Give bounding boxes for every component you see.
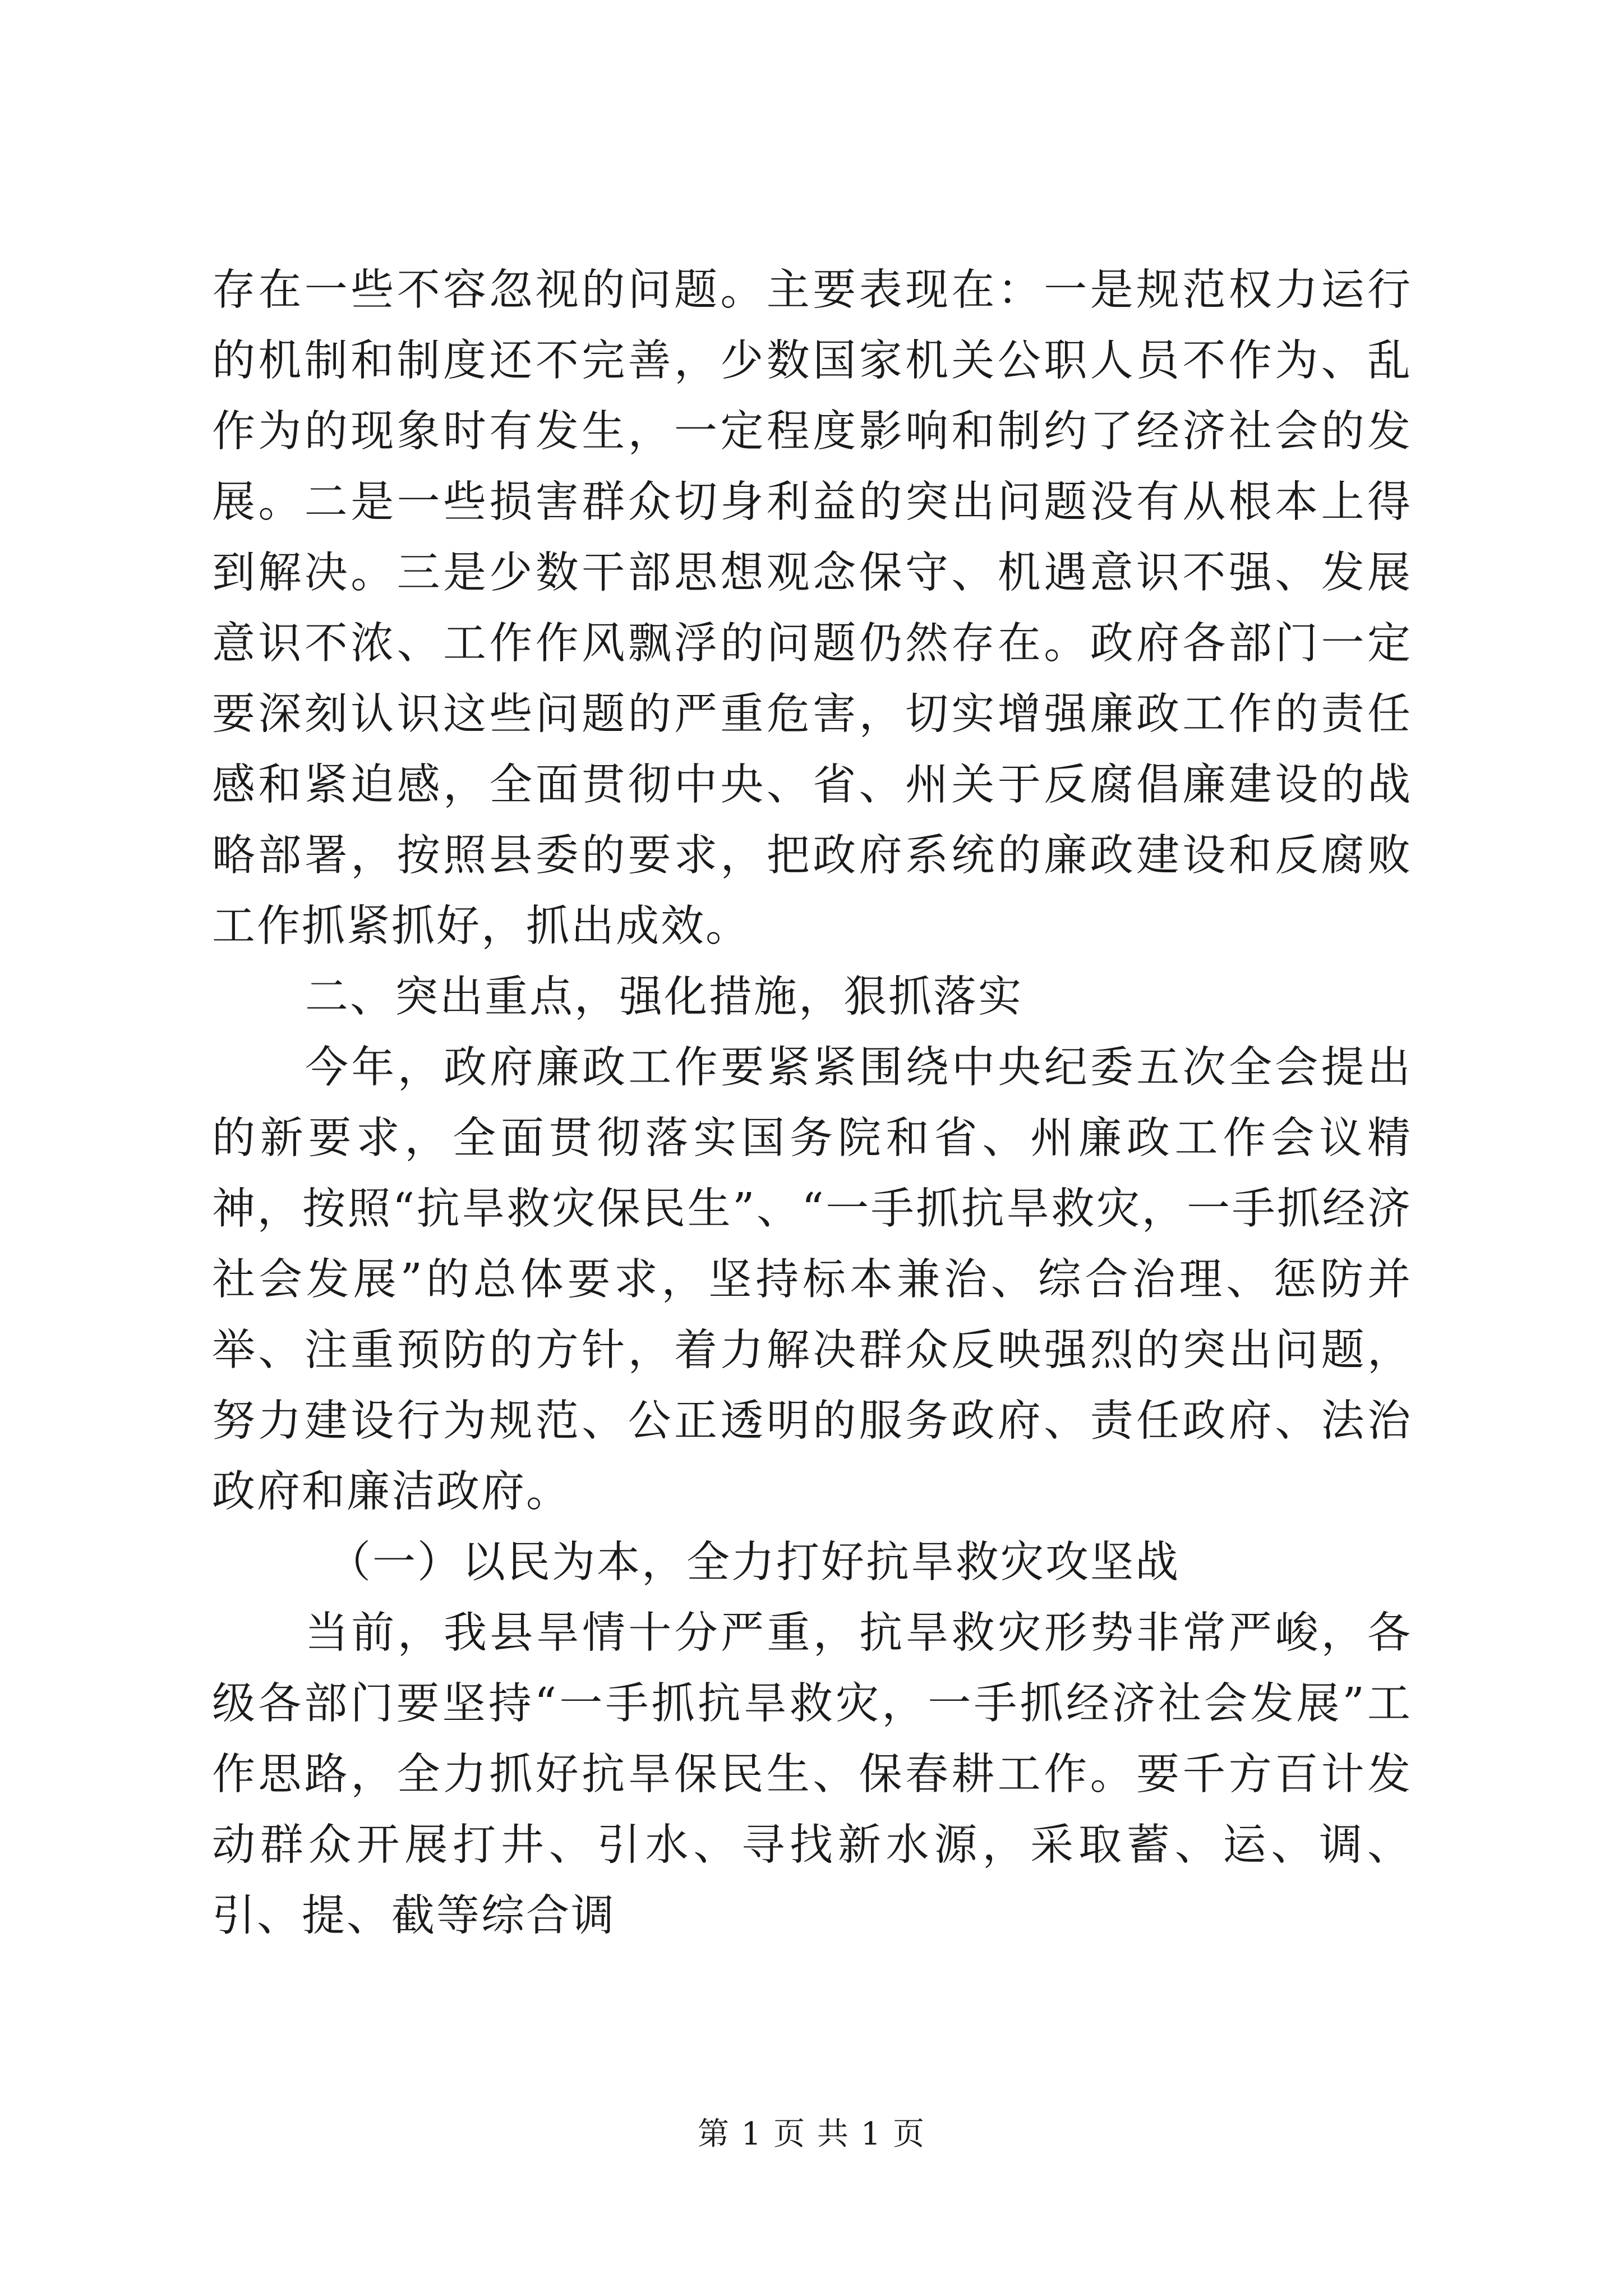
document-body	[212, 255, 1412, 1952]
subsection-heading-1: （一）以民为本，全力打好抗旱救灾攻坚战	[328, 1538, 1180, 1588]
page-footer: 第 1 页 共 1 页	[697, 2116, 926, 2152]
section-heading-2: 二、突出重点，强化措施，狠抓落实	[305, 972, 1023, 1022]
paragraph-overall-requirements: 今年，政府廉政工作要紧紧围绕中央纪委五次全会提出的新要求，全面贯彻落实国务院和省、州廉政工作会议精神，按照“抗旱救灾保民生”、“一手抓抗旱救灾，一手抓经济社会发展”的总体要求，坚持标本兼治、综合治理、惩防并举、注重预防的方针，着力解决群众反映强烈的突出问题，努力建设行为规范、公正透明的服务政府、责任政府、法治政府和廉洁政府。	[212, 1043, 1412, 1517]
paragraph-problems: 存在一些不容忽视的问题。主要表现在：一是规范权力运行的机制和制度还不完善，少数国家机关公职人员不作为、乱作为的现象时有发生，一定程度影响和制约了经济社会的发展。二是一些损害群众切身利益的突出问题没有从根本上得到解决。三是少数干部思想观念保守、机遇意识不强、发展意识不浓、工作作风飘浮的问题仍然存在。政府各部门一定要深刻认识这些问题的严重危害，切实增强廉政工作的责任感和紧迫感，全面贯彻中央、省、州关于反腐倡廉建设的战略部署，按照县委的要求，把政府系统的廉政建设和反腐败工作抓紧抓好，抓出成效。	[212, 265, 1412, 951]
paragraph-drought-relief: 当前，我县旱情十分严重，抗旱救灾形势非常严峻，各级各部门要坚持“一手抓抗旱救灾，一手抓经济社会发展”工作思路，全力抓好抗旱保民生、保春耕工作。要千方百计发动群众开展打井、引水、寻找新水源，采取蓄、运、调、引、提、截等综合调	[212, 1608, 1412, 1941]
